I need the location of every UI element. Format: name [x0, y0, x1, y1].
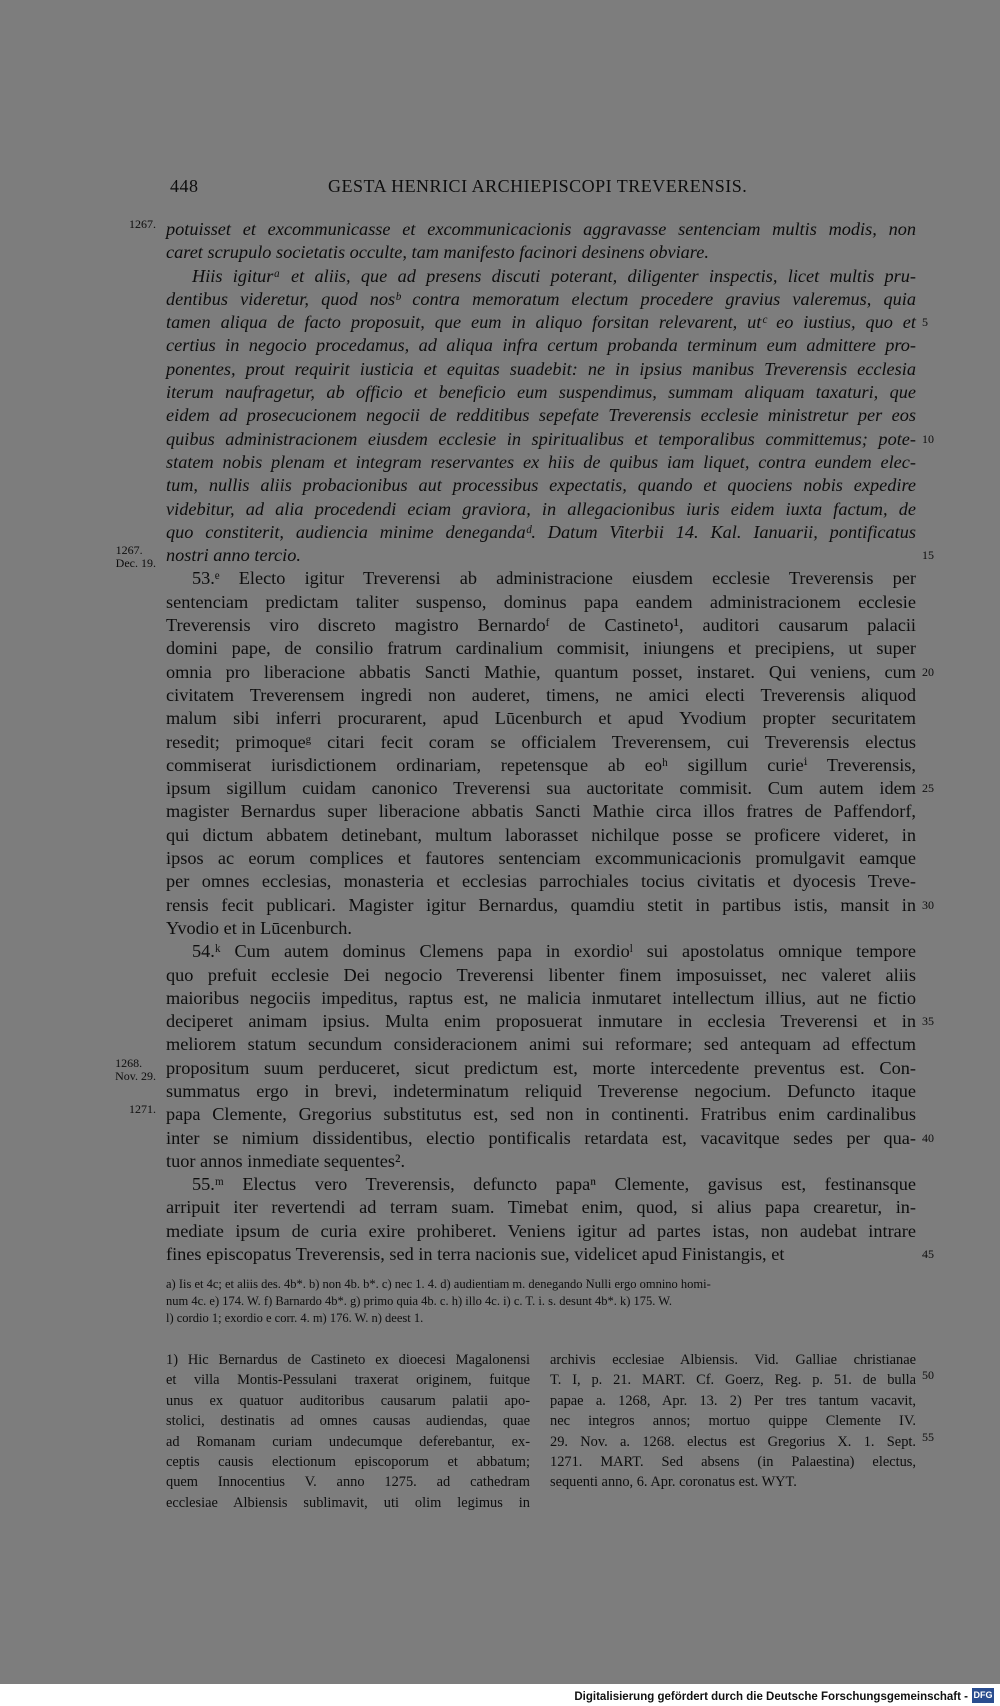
- line-text: quo constiterit, audiencia minime denegandaᵈ. Datum Viterbii 14. Kal. Ianuarii, pontificatus: [166, 521, 916, 542]
- line-text: 53.ᵉ Electo igitur Treverensi ab administracione eiusdem ecclesie Treverensis per: [192, 568, 916, 589]
- line-text: maioribus negociis impeditus, raptus est, ne malicia inmutaret intellectum illius, aut ne fictio: [166, 987, 916, 1008]
- text-line: [166, 591, 916, 614]
- dfg-logo: DFG: [972, 1688, 994, 1703]
- line-number: 35: [922, 1014, 934, 1029]
- line-text: summatus ergo in brevi, indeterminatum reliquid Treverense negocium. Defuncto itaque: [166, 1080, 916, 1101]
- line-text: ipsum sigillum cuidam canonico Treverensi sua auctoritate commisit. Cum autem idem: [166, 778, 916, 799]
- text-line: [166, 847, 916, 870]
- text-line: [166, 1127, 934, 1150]
- line-text: malum sibi inferri procurarent, apud Lūcenburch et apud Yvodium propter securitatem: [166, 708, 916, 729]
- text-line: [115, 1055, 916, 1083]
- text-line: [166, 381, 916, 404]
- text-line: [166, 311, 928, 334]
- margin-date: 1267.: [129, 217, 156, 231]
- footnote-line-number: 55: [922, 1430, 934, 1444]
- line-text: statem nobis plenam et integram reservantes ex hiis de quibus iam liquet, contra eundem elec-: [166, 451, 916, 472]
- critical-apparatus: [166, 1276, 916, 1327]
- text-line: [166, 707, 916, 730]
- line-text: ponentes, prout requirit iusticia et equitas suadebit: ne in ipsius manibus Treverensis ecclesia: [166, 358, 916, 379]
- line-text: domini pape, de consilio fratrum cardinalium commisit, iniungens et precipiens, ut super: [166, 638, 916, 659]
- footnote-line-number: 50: [922, 1368, 934, 1382]
- footnote-line: stolici, destinatis ad omnes causas audiendas, quae: [166, 1413, 530, 1430]
- line-number: 40: [922, 1130, 934, 1145]
- line-text: Treverensis viro discreto magistro Bernardoᶠ de Castineto¹, auditori causarum palacii: [166, 615, 916, 636]
- footnote-line: ad Romanam curiam undecumque deferebantur, ex-: [166, 1433, 530, 1450]
- line-text: 55.ᵐ Electus vero Treverensis, defuncto papaⁿ Clemente, gavisus est, festinansque: [192, 1174, 916, 1195]
- line-text: resedit; primoqueᵍ citari fecit coram se officialem Treverensem, cui Treverensis electus: [166, 731, 916, 752]
- text-line: [166, 987, 916, 1010]
- line-text: omnia pro liberacione abbatis Sancti Mathie, quantum posset, instaret. Qui veniens, cum: [166, 661, 916, 682]
- running-header: [170, 176, 930, 202]
- line-text: quo prefuit ecclesie Dei negocio Treverensi libenter finem imposuisset, nec valeret aliis: [166, 964, 916, 985]
- margin-date: 1267. Dec. 19.: [115, 543, 156, 571]
- footnote-line: et villa Montis-Pessulani traxerat originem, fuitque: [166, 1372, 530, 1389]
- line-text: fines episcopatus Treverensis, sed in terra nacionis sue, videlicet apud Finistangis, et: [166, 1244, 785, 1265]
- text-line: [166, 334, 916, 357]
- footnote-line: nec integros annos; mortuo quippe Clemente IV.: [550, 1413, 916, 1430]
- text-line: [166, 684, 916, 707]
- line-number: 25: [922, 781, 934, 796]
- text-line: [166, 777, 934, 800]
- text-line: [166, 940, 916, 963]
- line-text: quibus administracionem eiusdem ecclesie in spiritualibus et temporalibus committemus; pote-: [166, 428, 916, 449]
- footnote-line: 1271. MART. Sed absens (in Palaestina) electus,: [550, 1453, 916, 1470]
- text-line: [166, 498, 916, 521]
- text-line: [166, 1033, 916, 1056]
- line-text: Yvodio et in Lūcenburch.: [166, 917, 353, 938]
- main-text: [115, 217, 934, 1266]
- text-line: [166, 404, 916, 427]
- footnote-line: archivis ecclesiae Albiensis. Vid. Galliae christianae: [550, 1352, 916, 1368]
- text-line: [129, 217, 916, 241]
- text-line: [166, 731, 916, 754]
- text-line: [166, 241, 916, 264]
- footnote-line: unus ex quatuor auditoribus causarum palatii apo-: [166, 1392, 530, 1409]
- line-text: magister Bernardus super liberacione abbatis Sancti Mathie circa illos fratres de Paffendorf,: [166, 801, 916, 822]
- footnote-line: sequenti anno, 6. Apr. coronatus est. WYT.: [550, 1474, 797, 1491]
- line-text: dentibus videretur, quod nosᵇ contra memoratum electum procedere gravius valeremus, quia: [166, 288, 916, 309]
- footnote-line: papae a. 1268, Apr. 13. 2) Per tres tantum vacavit,: [550, 1392, 916, 1409]
- text-line: [166, 358, 916, 381]
- line-number: 30: [922, 897, 934, 912]
- text-line: [166, 1196, 916, 1219]
- line-text: qui dictum abbatem detinebant, multum laborasset nichilque posse se proficere videret, in: [166, 824, 916, 845]
- text-line: [166, 1150, 916, 1173]
- apparatus-line: num 4c. e) 174. W. f) Barnardo 4b*. g) primo quia 4b. c. h) illo 4c. i) c. T. i. s. desunt 4b*. k) 175. W.: [166, 1294, 673, 1308]
- footnote-line: 29. Nov. a. 1268. electus est Gregorius X. 1. Sept.: [550, 1433, 916, 1450]
- footnotes-right-column: [550, 1350, 916, 1493]
- text-line: [115, 543, 934, 571]
- line-text: meliorem statum secundum consideracionem animi sui reformare; sed antequam ad effectum: [166, 1034, 916, 1055]
- line-text: eidem ad prosecucionem negocii de redditibus sepefate Treverensis ecclesie ministretur per eos: [166, 405, 916, 426]
- text-line: [166, 288, 916, 311]
- line-text: arripuit iter revertendi ad terram suam. Timebat enim, quod, si alius papa crearetur, in-: [166, 1197, 916, 1218]
- text-line: [129, 1102, 916, 1126]
- footnotes-left-column: [166, 1350, 530, 1513]
- line-number: 5: [922, 315, 928, 330]
- text-line: [166, 754, 916, 777]
- text-line: [166, 1010, 934, 1033]
- line-text: propositum suum perduceret, sicut predictum est, morte intercedente preventus est. Con-: [166, 1057, 916, 1078]
- line-text: certius in negocio procedamus, ad aliqua infra certum probanda terminum eum admittere pro-: [166, 335, 916, 356]
- line-text: sentenciam predictam taliter suspenso, dominus papa eandem administracionem ecclesie: [166, 591, 916, 612]
- text-line: [166, 894, 934, 917]
- line-text: tum, nullis aliis probacionibus aut processibus expectatis, quando et quociens nobis expedire: [166, 475, 916, 496]
- text-line: [166, 800, 916, 823]
- margin-date: 1271.: [129, 1102, 156, 1117]
- line-text: ipsos ac eorum complices et fautores sentenciam excommunicacionis promulgavit eamque: [166, 848, 916, 869]
- line-text: papa Clemente, Gregorius substitutus est, sed non in continenti. Fratribus enim cardinalibus: [166, 1104, 916, 1125]
- text-line: [166, 1080, 916, 1103]
- footnote-line: ecclesiae Albiensis sublimavit, uti olim legimus in: [166, 1494, 530, 1511]
- text-line: [166, 614, 916, 637]
- text-line: [166, 964, 916, 987]
- line-number: 45: [922, 1247, 934, 1262]
- line-text: Hiis igiturᵃ et aliis, que ad presens discuti poterant, diligenter inspectis, licet multis pru-: [192, 265, 916, 286]
- text-line: [166, 637, 916, 660]
- footnote-line: ceptis causis electionum episcoporum et abbatum;: [166, 1453, 530, 1470]
- text-line: [166, 1243, 934, 1266]
- text-line: [166, 1220, 916, 1243]
- text-line: [166, 567, 916, 590]
- apparatus-line: a) Iis et 4c; et aliis des. 4b*. b) non 4b. b*. c) nec 1. 4. d) audientiam m. denegando Nulli ergo omnino homi-: [166, 1277, 711, 1291]
- text-line: [166, 824, 916, 847]
- line-text: 54.ᵏ Cum autem dominus Clemens papa in exordioˡ sui apostolatus omnique tempore: [192, 941, 916, 962]
- line-text: potuisset et excommunicasse et excommunicacionis aggravasse sentenciam multis modis, non: [166, 219, 916, 239]
- line-number: 15: [922, 548, 934, 563]
- line-text: inter se nimium dissidentibus, electio pontificalis retardata est, vacavitque sedes per qua-: [166, 1127, 916, 1148]
- apparatus-line: l) cordio 1; exordio e corr. 4. m) 176. W. n) deest 1.: [166, 1311, 424, 1325]
- line-text: rensis fecit publicari. Magister igitur Bernardus, quamdiu stetit in partibus istis, mansit in: [166, 894, 916, 915]
- text-line: [166, 265, 916, 288]
- text-line: [166, 917, 916, 940]
- line-text: commiserat iurisdictionem ordinariam, repetensque ab eoʰ sigillum curieⁱ Treverensis,: [166, 754, 916, 775]
- text-line: [166, 428, 934, 451]
- text-line: [166, 1173, 916, 1196]
- line-text: civitatem Treverensem ingredi non auderet, timens, ne amici electi Treverensis aliquod: [166, 684, 916, 705]
- line-text: caret scrupulo societatis occulte, tam manifesto facinori desinens obviare.: [166, 242, 709, 263]
- line-text: tamen aliqua de facto proposuit, que eum in aliquo forsitan relevarent, utᶜ eo iustius, quo et: [166, 312, 916, 333]
- text-line: [166, 451, 916, 474]
- line-text: mediate ipsum de curia exire prohiberet. Veniens igitur ad partes istas, non audebat intrare: [166, 1220, 916, 1241]
- margin-date: 1268. Nov. 29.: [115, 1055, 156, 1083]
- footnote-line: T. I, p. 21. MART. Cf. Goerz, Reg. p. 51. de bulla: [550, 1372, 916, 1389]
- line-text: tuor annos inmediate sequentes².: [166, 1150, 406, 1171]
- funding-notice: Digitalisierung gefördert durch die Deutsche Forschungsgemeinschaft -: [574, 1691, 968, 1703]
- funding-bar: [0, 1684, 1000, 1706]
- text-line: [166, 521, 916, 544]
- text-line: [166, 661, 934, 684]
- footnote-line: quem Innocentius V. anno 1275. ad cathedram: [166, 1474, 530, 1491]
- page-number: 448: [170, 176, 199, 196]
- running-title: GESTA HENRICI ARCHIEPISCOPI TREVERENSIS.: [328, 176, 748, 196]
- footnote-line: 1) Hic Bernardus de Castineto ex dioecesi Magalonensi: [166, 1352, 530, 1368]
- line-text: nostri anno tercio.: [166, 545, 301, 566]
- line-number: 20: [922, 664, 934, 679]
- line-text: deciperet animam ipsius. Multa enim proposuerat inmutare in ecclesia Treverensi et in: [166, 1011, 916, 1032]
- line-number: 10: [922, 431, 934, 446]
- line-text: iterum naufragetur, ab officio et beneficio eum suspendimus, summam aliquam taxaturi, que: [166, 382, 916, 403]
- text-line: [166, 870, 916, 893]
- line-text: videbitur, ad alia procedendi eciam graviora, in allegacionibus iuris eidem iuxta factum, de: [166, 498, 916, 519]
- line-text: per omnes ecclesias, monasteria et ecclesias parrochiales tocius civitatis et dyocesis Treve-: [166, 871, 916, 892]
- text-line: [166, 474, 916, 497]
